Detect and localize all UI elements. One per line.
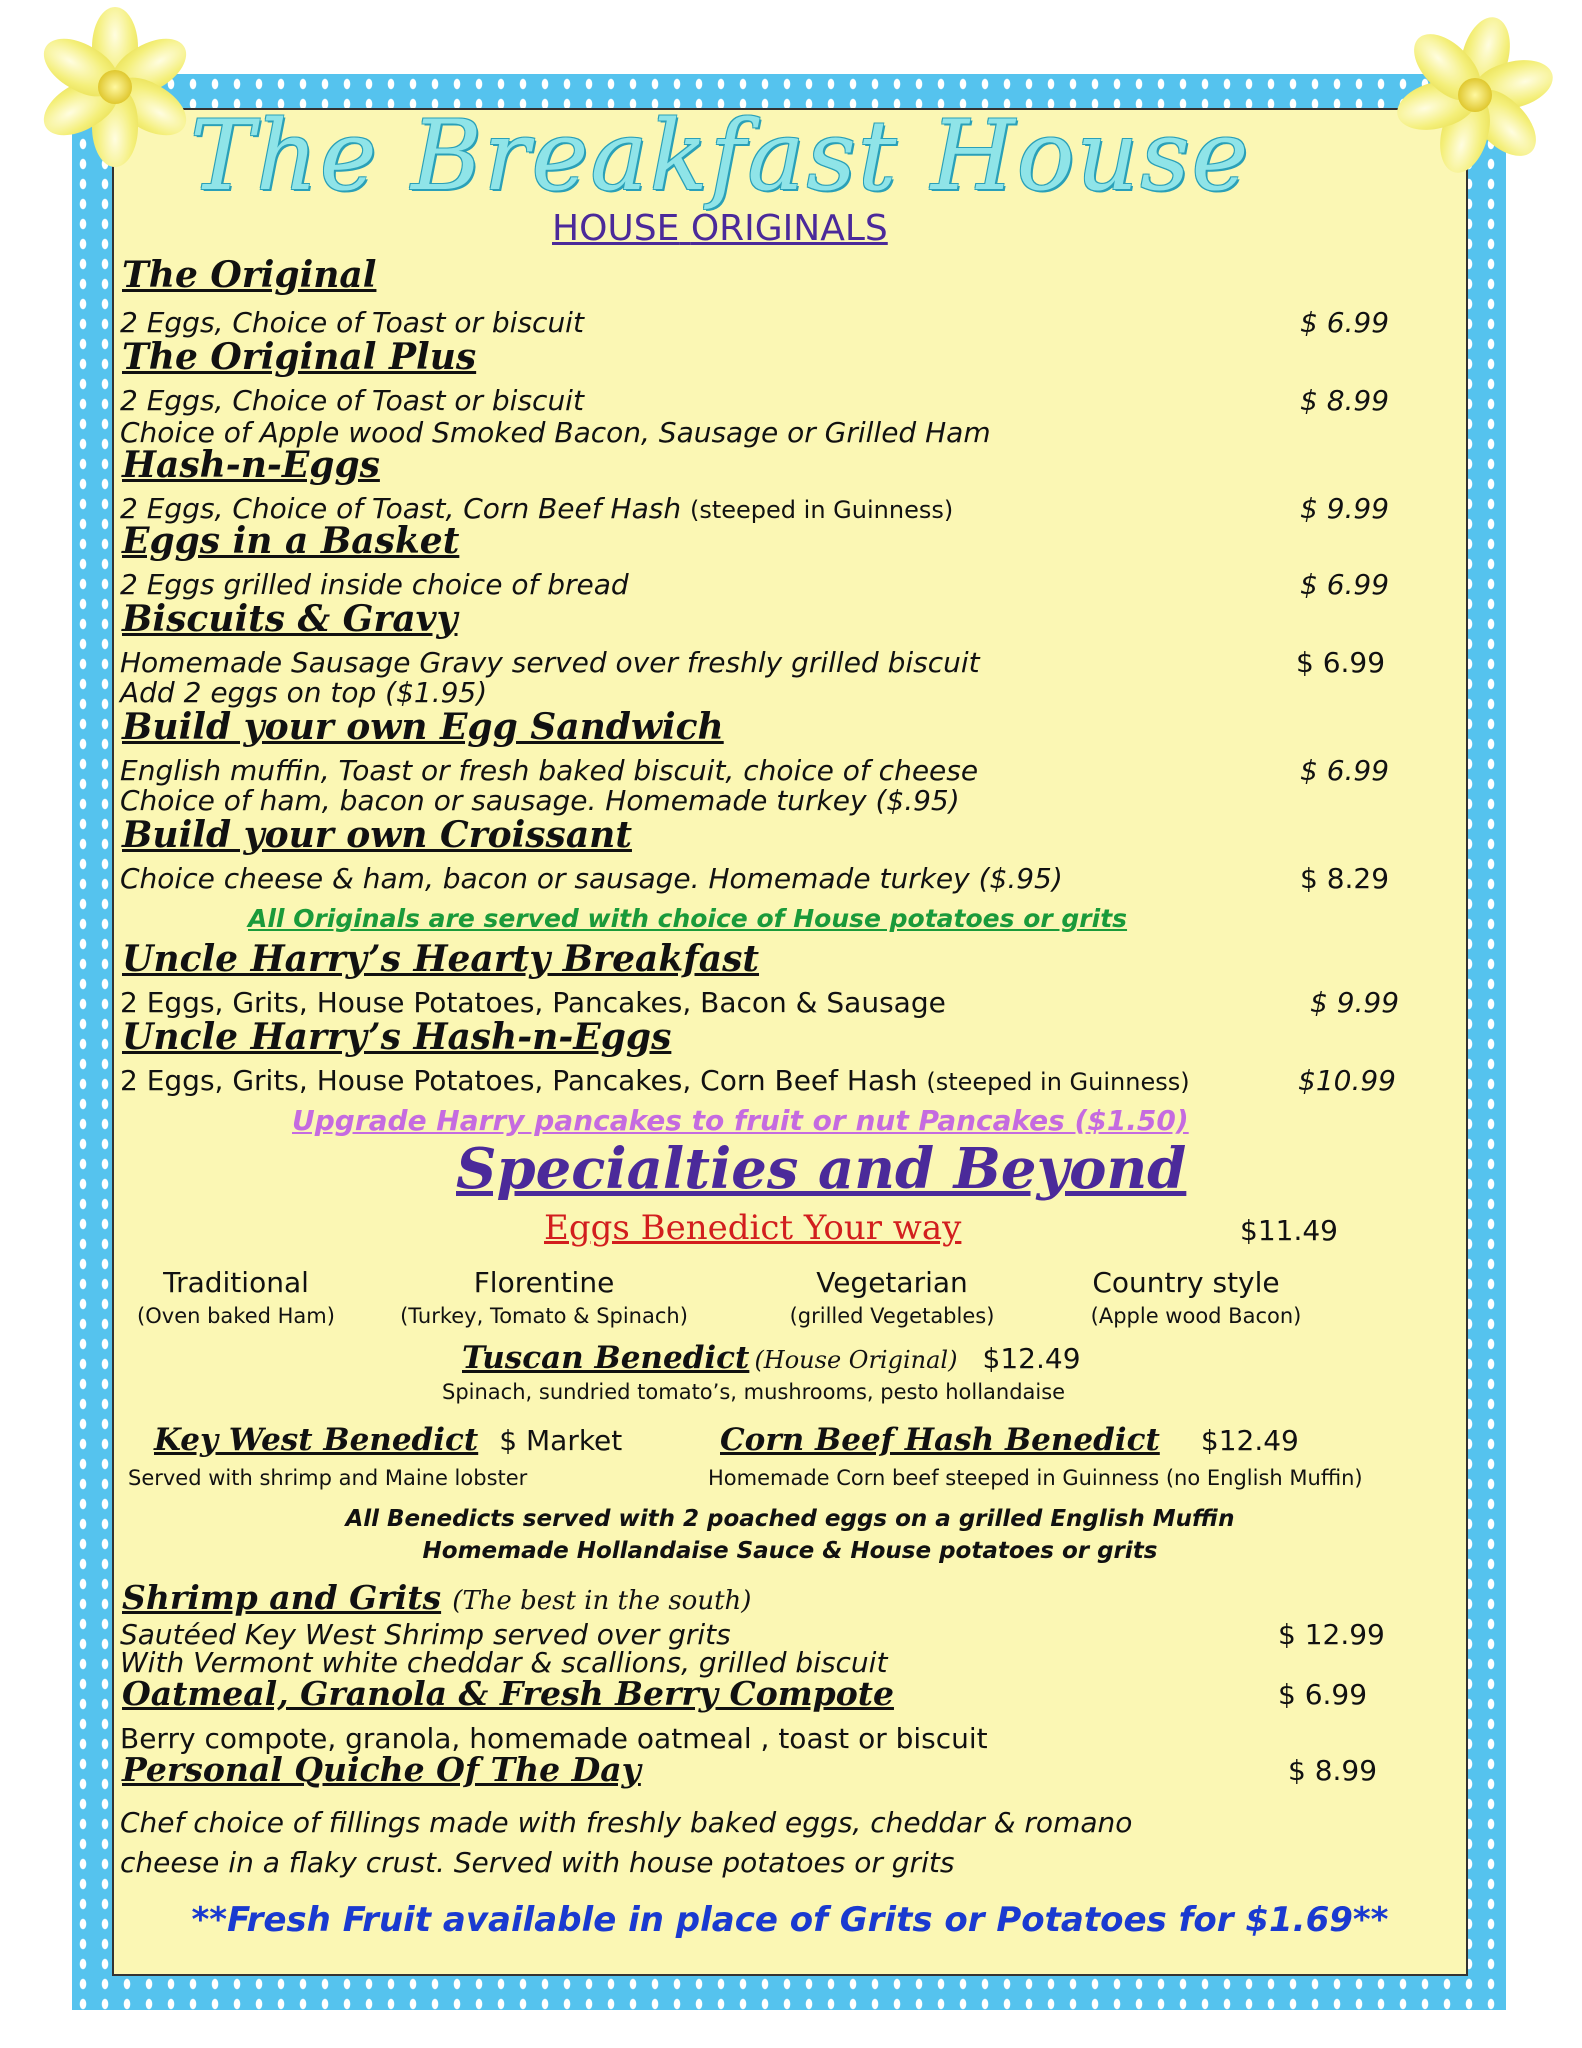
quiche-price: $ 8.99 xyxy=(1288,1754,1378,1787)
originals-note: All Originals are served with choice of House potatoes or grits xyxy=(248,904,1128,933)
item-name: Eggs in a Basket xyxy=(122,520,460,562)
item-name: The Original Plus xyxy=(122,336,477,378)
tuscan-tag: (House Original) xyxy=(754,1346,958,1374)
benedict-style-sub: (grilled Vegetables) xyxy=(789,1304,995,1328)
item-price: $ 6.99 xyxy=(1296,646,1386,679)
shrimp-desc: Sautéed Key West Shrimp served over grits xyxy=(120,1618,731,1651)
item-desc: 2 Eggs, Choice of Toast or biscuit xyxy=(120,306,584,339)
benedict-note-line2: Homemade Hollandaise Sauce & House potatoes or grits xyxy=(422,1538,1158,1564)
item-desc: 2 Eggs grilled inside choice of bread xyxy=(120,568,629,601)
item-desc: 2 Eggs, Choice of Toast or biscuit xyxy=(120,384,584,417)
item-desc-text: 2 Eggs, Choice of Toast, Corn Beef Hash xyxy=(120,492,682,525)
quiche-desc: cheese in a flaky crust. Served with house potatoes or grits xyxy=(120,1846,955,1879)
benedict-note-line1: All Benedicts served with 2 poached eggs on a grilled English Muffin xyxy=(345,1506,1235,1532)
key-west-row xyxy=(154,1422,622,1458)
shrimp-name: Shrimp and Grits xyxy=(122,1578,442,1617)
oatmeal-name: Oatmeal, Granola & Fresh Berry Compote xyxy=(122,1674,894,1713)
item-note: (steeped in Guinness) xyxy=(926,1068,1190,1096)
item-name: Uncle Harry’s Hearty Breakfast xyxy=(122,938,760,980)
item-desc: Choice of Apple wood Smoked Bacon, Sausage or Grilled Ham xyxy=(120,416,991,449)
shrimp-row xyxy=(122,1578,751,1617)
corn-beef-row xyxy=(720,1422,1299,1458)
oatmeal-price: $ 6.99 xyxy=(1278,1678,1368,1711)
benedict-style: Country style xyxy=(1092,1266,1280,1299)
section-heading-word1: HOUSE xyxy=(552,208,680,249)
item-name: Biscuits & Gravy xyxy=(122,598,458,640)
item-price: $ 8.99 xyxy=(1300,384,1390,417)
benedict-style-sub: (Apple wood Bacon) xyxy=(1090,1304,1302,1328)
benedict-style-sub: (Turkey, Tomato & Spinach) xyxy=(400,1304,688,1328)
section-heading-word2: ORIGINALS xyxy=(690,208,888,249)
benedict-style-sub: (Oven baked Ham) xyxy=(137,1304,335,1328)
corn-beef-price: $12.49 xyxy=(1200,1424,1299,1457)
benedict-style: Traditional xyxy=(163,1266,309,1299)
item-note: (steeped in Guinness) xyxy=(689,496,954,524)
item-price: $ 9.99 xyxy=(1310,986,1400,1019)
key-west-name: Key West Benedict xyxy=(154,1422,479,1458)
item-desc: Homemade Sausage Gravy served over freshly grilled biscuit xyxy=(120,646,980,679)
tuscan-price: $12.49 xyxy=(982,1342,1081,1375)
item-price: $ 6.99 xyxy=(1300,754,1390,787)
item-price: $ 8.29 xyxy=(1300,862,1390,895)
tuscan-name: Tuscan Benedict xyxy=(462,1340,750,1376)
benedict-style: Vegetarian xyxy=(816,1266,968,1299)
shrimp-price: $ 12.99 xyxy=(1278,1618,1385,1651)
tuscan-benedict-row xyxy=(462,1340,1081,1376)
restaurant-title: The Breakfast House xyxy=(190,100,1251,212)
shrimp-desc: With Vermont white cheddar & scallions, grilled biscuit xyxy=(120,1646,888,1679)
item-name: Uncle Harry’s Hash-n-Eggs xyxy=(122,1016,672,1058)
shrimp-tag: (The best in the south) xyxy=(452,1586,752,1616)
corn-beef-name: Corn Beef Hash Benedict xyxy=(720,1422,1160,1458)
benedict-price: $11.49 xyxy=(1240,1214,1338,1247)
oatmeal-desc: Berry compote, granola, homemade oatmeal , toast or biscuit xyxy=(120,1722,988,1755)
upgrade-note: Upgrade Harry pancakes to fruit or nut Pancakes ($1.50) xyxy=(292,1104,1189,1137)
flower-icon xyxy=(1400,20,1550,170)
item-name: Build your own Egg Sandwich xyxy=(122,706,724,748)
section-heading xyxy=(552,208,888,249)
item-desc: Choice of ham, bacon or sausage. Homemade turkey ($.95) xyxy=(120,784,960,817)
item-desc: Choice cheese & ham, bacon or sausage. Homemade turkey ($.95) xyxy=(120,862,1063,895)
item-price: $ 6.99 xyxy=(1300,568,1390,601)
tuscan-desc: Spinach, sundried tomato’s, mushrooms, pesto hollandaise xyxy=(442,1380,1066,1404)
quiche-desc: Chef choice of fillings made with freshly baked eggs, cheddar & romano xyxy=(120,1806,1133,1839)
item-desc-text: 2 Eggs, Grits, House Potatoes, Pancakes, Corn Beef Hash xyxy=(120,1064,918,1097)
item-name: The Original xyxy=(122,254,377,296)
corn-beef-desc: Homemade Corn beef steeped in Guinness (no English Muffin) xyxy=(708,1466,1363,1490)
item-name: Build your own Croissant xyxy=(122,814,632,856)
key-west-desc: Served with shrimp and Maine lobster xyxy=(128,1466,528,1490)
item-name: Hash-n-Eggs xyxy=(122,444,380,486)
quiche-name: Personal Quiche Of The Day xyxy=(122,1750,641,1789)
item-desc: 2 Eggs, Grits, House Potatoes, Pancakes, Bacon & Sausage xyxy=(120,986,946,1019)
item-desc: Add 2 eggs on top ($1.95) xyxy=(120,676,488,709)
item-desc: English muffin, Toast or fresh baked biscuit, choice of cheese xyxy=(120,754,979,787)
specialties-heading: Specialties and Beyond xyxy=(456,1136,1187,1202)
flower-icon xyxy=(40,12,190,162)
item-price: $ 9.99 xyxy=(1300,492,1390,525)
benedict-style: Florentine xyxy=(473,1266,615,1299)
item-price: $10.99 xyxy=(1298,1064,1396,1097)
fruit-note: **Fresh Fruit available in place of Grits or Potatoes for $1.69** xyxy=(191,1900,1389,1940)
key-west-price: $ Market xyxy=(499,1424,623,1457)
item-desc xyxy=(120,1064,1190,1097)
benedict-name: Eggs Benedict Your way xyxy=(544,1208,962,1248)
item-price: $ 6.99 xyxy=(1300,306,1390,339)
